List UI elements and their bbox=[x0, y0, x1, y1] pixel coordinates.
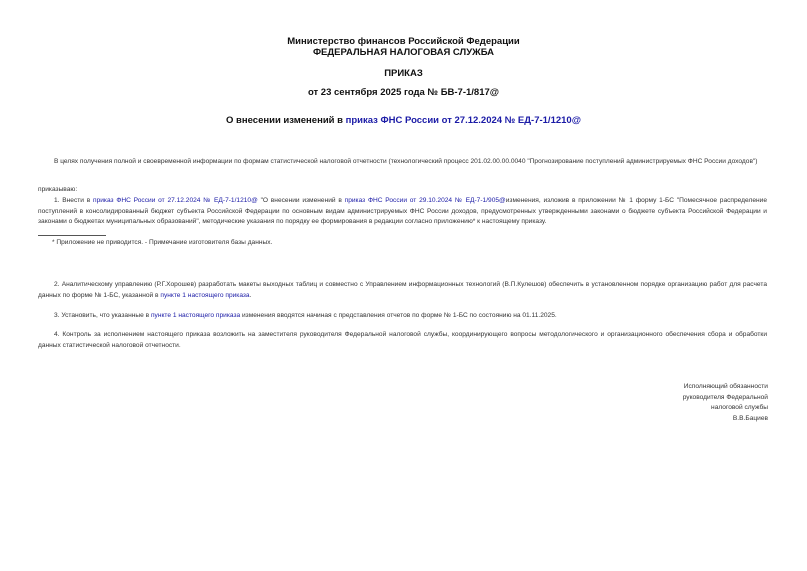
item-4-paragraph: 4. Контроль за исполнением настоящего приказа возложить на заместителя руководителя Федеральной налоговой службы, координирующего вопросы методологического и организационного обеспечения сбора и обработки данных статистической налоговой отчетности. bbox=[38, 331, 767, 349]
signature-line-2: руководителя Федеральной bbox=[682, 393, 768, 401]
signature-line-1: Исполняющий обязанности bbox=[683, 383, 768, 390]
item-1-paragraph bbox=[38, 196, 767, 228]
title-order-link[interactable]: приказ ФНС России от 27.12.2024 № ЕД-7-1/1210@ bbox=[345, 115, 581, 126]
document-date-number: от 23 сентября 2025 года № БВ-7-1/817@ bbox=[307, 87, 500, 98]
item-3-suffix: изменения вводятся начиная с представления отчетов по форме № 1-БС по состоянию на 01.11.2025. bbox=[240, 312, 557, 319]
item-3-paragraph bbox=[38, 311, 767, 322]
preamble-paragraph: В целях получения полной и своевременной информации по формам статистической налоговой отчетности (технологический процесс 201.02.00.00.0040 "Прогнозирование поступлений администрируемых ФНС России доходов") bbox=[54, 158, 758, 165]
item-2-point-1-link[interactable]: пункте 1 настоящего приказа bbox=[160, 291, 250, 299]
footnote-divider bbox=[38, 235, 106, 236]
item-2-paragraph bbox=[38, 280, 767, 301]
order-word: приказываю: bbox=[38, 186, 78, 193]
signatory-name: В.В.Бациев bbox=[732, 414, 768, 422]
order-1210-link[interactable]: приказ ФНС России от 27.12.2024 № ЕД-7-1/1210@ bbox=[93, 197, 258, 204]
item-3-point-1-link[interactable]: пункте 1 настоящего приказа bbox=[150, 312, 241, 319]
order-905-link[interactable]: приказ ФНС России от 29.10.2024 № ЕД-7-1/905@ bbox=[344, 197, 506, 204]
footnote: * Приложение не приводится. - Примечание изготовителя базы данных. bbox=[52, 239, 273, 246]
item-3-prefix: 3. Установить, что указанные в bbox=[54, 312, 151, 319]
service-name: ФЕДЕРАЛЬНАЯ НАЛОГОВАЯ СЛУЖБА bbox=[312, 47, 495, 58]
item-2-text: 2. Аналитическому управлению (Р.Г.Хорошев) разработать макеты выходных таблиц и совместно с Управлением информационных технологий (В.П.Кулешов) обеспечить в установленном порядке организацию работ для расчета данных по форме № 1-БС, указанной в bbox=[38, 281, 767, 299]
item-1-suffix: изменения, изложив в приложении № 1 форму 1-БС "Помесячное распределение поступлений в консолидированный бюджет субъекта Российской Федерации по основным видам администрируемых ФНС России доходов, предусмотренных утвержденными законами о бюджете субъекта Российской Федерации и законами о бюджетах муниципальных образований", методические указания по порядку ее формирования в редакции согласно приложению* к настоящему приказу. bbox=[38, 197, 767, 225]
signature-line-3: налоговой службы bbox=[711, 404, 768, 411]
document-type: ПРИКАЗ bbox=[384, 68, 423, 79]
item-1-prefix: 1. Внести в bbox=[54, 197, 94, 204]
item-1-middle: "О внесении изменений в bbox=[257, 197, 345, 204]
title-prefix: О внесении изменений в bbox=[226, 115, 346, 126]
item-2-suffix: . bbox=[249, 291, 252, 299]
ministry-name: Министерство финансов Российской Федерации bbox=[287, 36, 520, 47]
document-title bbox=[0, 115, 807, 126]
signature-block bbox=[683, 382, 768, 424]
